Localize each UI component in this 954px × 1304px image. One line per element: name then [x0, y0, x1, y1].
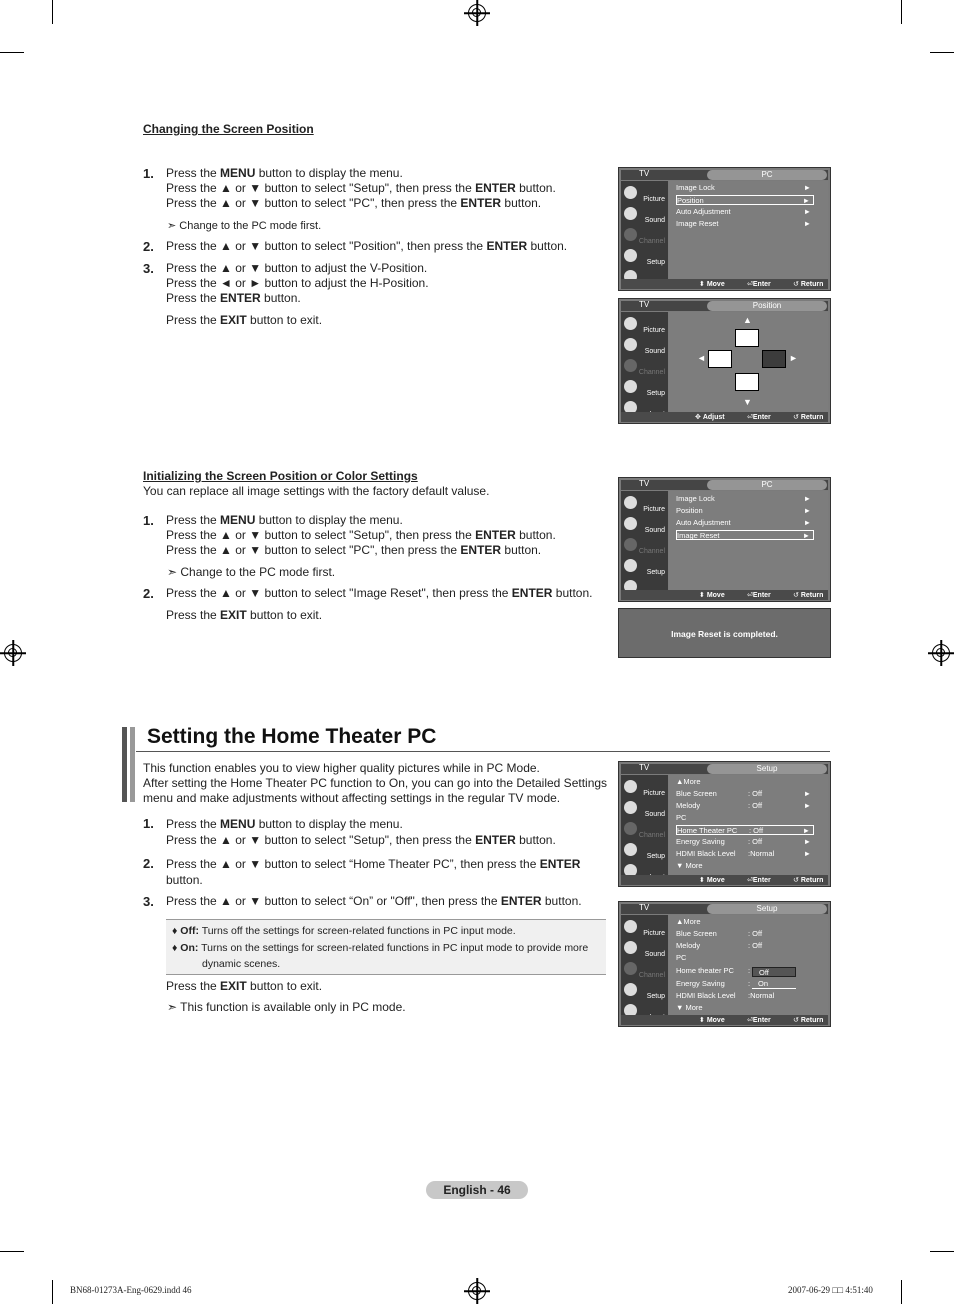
menu-row: ▲More	[676, 777, 701, 786]
osd-setup-menu-popup: TV Setup Picture Sound Channel Setup ▲More Blue Screen : Off Melody : Off PC Home theater PC : Energy Saving : HDMI Black Level :Normal ▼ More Off On ⬍ Move ⏎Enter ↺ Return	[618, 901, 831, 1027]
option-on: On	[752, 979, 796, 989]
section-intro: You can replace all image settings with the factory default valuse.	[143, 484, 490, 498]
position-box-down	[735, 373, 759, 391]
bullet-off: ♦ Off: Turns off the settings for screen-related functions in PC input mode.	[172, 925, 516, 937]
print-date: 2007-06-29 □□ 4:51:40	[788, 1285, 873, 1295]
crop-mark	[52, 0, 53, 24]
setup-icon	[624, 249, 637, 262]
note: ➣ Change to the PC mode first.	[167, 220, 322, 232]
picture-icon	[624, 780, 637, 793]
picture-icon	[624, 186, 637, 199]
channel-icon	[624, 822, 637, 835]
page-number: English - 46	[426, 1181, 528, 1199]
position-area	[669, 312, 828, 412]
menu-row: Melody : Off	[676, 941, 763, 950]
side-channel: Channel	[621, 225, 668, 246]
menu-row-selected: Position ►	[676, 195, 814, 205]
option-off-selected: Off	[752, 967, 796, 977]
setup-icon	[624, 983, 637, 996]
side-setup: Setup	[621, 980, 668, 1001]
side-setup: Setup	[621, 377, 668, 398]
side-picture: Picture	[621, 917, 668, 938]
side-sound: Sound	[621, 204, 668, 225]
picture-icon	[624, 496, 637, 509]
title-accent-bar	[130, 727, 135, 802]
menu-row-selected: Home Theater PC : Off ►	[676, 825, 814, 835]
sound-icon	[624, 941, 637, 954]
arrow-down-icon: ▼	[743, 397, 752, 407]
side-channel: Channel	[621, 959, 668, 980]
menu-row: Image Reset ►	[676, 219, 811, 228]
note: ➣ Change to the PC mode first.	[167, 565, 336, 579]
side-sound: Sound	[621, 335, 668, 356]
side-sound: Sound	[621, 938, 668, 959]
menu-row: ▼ More	[676, 1003, 703, 1012]
side-picture: Picture	[621, 183, 668, 204]
arrow-left-icon: ◄	[697, 353, 706, 363]
channel-icon	[624, 538, 637, 551]
crop-mark	[52, 1280, 53, 1304]
sound-icon	[624, 517, 637, 530]
sound-icon	[624, 207, 637, 220]
file-name: BN68-01273A-Eng-0629.indd 46	[70, 1285, 192, 1295]
side-sound: Sound	[621, 514, 668, 535]
osd-position-screen: TV Position Picture Sound Channel Setup ▲ ◄ ► ▼ ✥ Adjust ⏎Enter ↺ Return	[618, 298, 831, 424]
side-picture: Picture	[621, 493, 668, 514]
menu-row-selected: Image Reset ►	[676, 530, 814, 540]
menu-row: Home theater PC :	[676, 966, 751, 975]
section-heading: Changing the Screen Position	[143, 122, 314, 136]
options-box: ♦ Off: Turns off the settings for screen-related functions in PC input mode. ♦ On: Turns on the settings for screen-related functions in PC input mode to provide more dynamic scenes.	[166, 919, 606, 975]
registration-mark-icon	[468, 1282, 486, 1300]
crop-mark	[0, 52, 24, 53]
exit-instruction: Press the EXIT button to exit.	[166, 608, 323, 622]
menu-row: Auto Adjustment ►	[676, 207, 811, 216]
side-setup: Setup	[621, 556, 668, 577]
setup-icon	[624, 380, 637, 393]
menu-row: ▼ More	[676, 861, 703, 870]
menu-row: Energy Saving :	[676, 979, 751, 988]
channel-icon	[624, 359, 637, 372]
osd-setup-menu: TV Setup Picture Sound Channel Setup ▲More Blue Screen : Off ► Melody : Off ► PC Home Theater PC : Off ► Energy Saving : Off ► HDMI Black Level :Normal ► ▼ More ⬍ Move ⏎Enter ↺ Return	[618, 761, 831, 887]
menu-row: PC	[676, 813, 687, 822]
crop-mark	[0, 1251, 24, 1252]
menu-row: HDMI Black Level :Normal ►	[676, 849, 811, 858]
title-underline	[136, 751, 830, 752]
channel-icon	[624, 962, 637, 975]
menu-row: PC	[676, 953, 687, 962]
arrow-up-icon: ▲	[743, 315, 752, 325]
crop-mark	[930, 1251, 954, 1252]
position-box-up	[735, 329, 759, 347]
side-picture: Picture	[621, 314, 668, 335]
side-channel: Channel	[621, 819, 668, 840]
reset-complete-dialog: Image Reset is completed.	[618, 608, 831, 658]
position-box-right	[762, 350, 786, 368]
sound-icon	[624, 801, 637, 814]
setup-icon	[624, 843, 637, 856]
picture-icon	[624, 317, 637, 330]
side-picture: Picture	[621, 777, 668, 798]
side-setup: Setup	[621, 246, 668, 267]
note: ➣ This function is available only in PC mode.	[167, 1000, 406, 1014]
menu-row: Image Lock ►	[676, 183, 811, 192]
menu-row: ▲More	[676, 917, 701, 926]
side-channel: Channel	[621, 356, 668, 377]
picture-icon	[624, 920, 637, 933]
side-channel: Channel	[621, 535, 668, 556]
position-box-left	[708, 350, 732, 368]
channel-icon	[624, 228, 637, 241]
menu-row: Melody : Off ►	[676, 801, 811, 810]
menu-row: Position ►	[676, 506, 811, 515]
crop-mark	[901, 0, 902, 24]
registration-mark-icon	[932, 644, 950, 662]
registration-mark-icon	[4, 644, 22, 662]
osd-pc-menu-reset: TV PC Picture Sound Channel Setup Image Lock ► Position ► Auto Adjustment ► Image Reset ► ⬍ Move ⏎Enter ↺ Return	[618, 477, 831, 602]
arrow-right-icon: ►	[789, 353, 798, 363]
menu-row: HDMI Black Level :Normal	[676, 991, 775, 1000]
menu-row: Energy Saving : Off ►	[676, 837, 811, 846]
exit-instruction: Press the EXIT button to exit.	[166, 979, 323, 993]
page-title: Setting the Home Theater PC	[147, 725, 437, 748]
section-heading: Initializing the Screen Position or Color Settings	[143, 469, 418, 483]
menu-row: Auto Adjustment ►	[676, 518, 811, 527]
title-accent-bar	[122, 727, 127, 802]
side-setup: Setup	[621, 840, 668, 861]
exit-instruction: Press the EXIT button to exit.	[166, 313, 323, 327]
bullet-on: ♦ On: Turns on the settings for screen-related functions in PC input mode to provide more	[172, 942, 589, 954]
sound-icon	[624, 338, 637, 351]
side-sound: Sound	[621, 798, 668, 819]
registration-mark-icon	[468, 4, 486, 22]
section-intro: This function enables you to view higher quality pictures while in PC Mode. After setting the Home Theater PC function to On, you can go into the Detailed Settings menu and make adjustments without affecting settings in the regular TV mode.	[143, 761, 608, 805]
crop-mark	[901, 1280, 902, 1304]
osd-pc-menu: TV PC Picture Sound Channel Setup Image Lock ► Position ► Auto Adjustment ► Image Reset ► ⬍ Move ⏎Enter ↺ Return	[618, 167, 831, 291]
menu-row: Blue Screen : Off	[676, 929, 763, 938]
setup-icon	[624, 559, 637, 572]
crop-mark	[930, 52, 954, 53]
menu-row: Image Lock ►	[676, 494, 811, 503]
menu-row: Blue Screen : Off ►	[676, 789, 811, 798]
